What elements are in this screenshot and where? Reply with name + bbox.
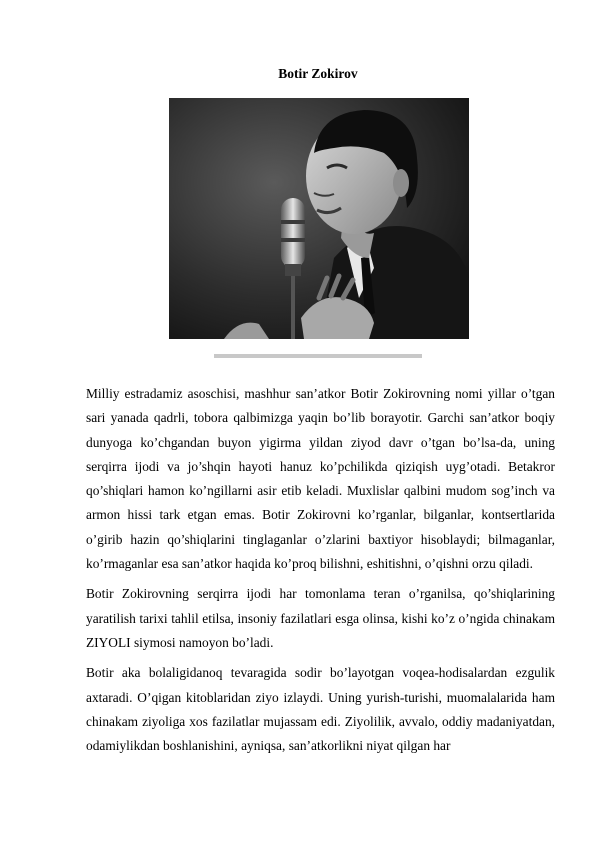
document-title: Botir Zokirov bbox=[278, 66, 358, 81]
paragraph-1: Milliy estradamiz asoschisi, mashhur san’atkor Botir Zokirovning nomi yillar o’tgan sari yanada qadrli, tobora qalbimizga yaqin bo’lib borayotir. Garchi san’atkor boqiy dunyoga ko’chgandan buyon yigirma yildan ziyod davr o’tgan bo’lsa-da, uning serqirra ijodi va jo’shqin hayoti hanuz ko’pchilikda qiziqish uyg’otadi. Betakror qo’shiqlari hamon ko’ngillarni asir etib keladi. Muxlislar qalbini mudom sog’inch va armon hissi tark etgan emas. Botir Zokirovni ko’rganlar, bilganlar, kontsertlarida o’girib hazin qo’shiqlarini tinglaganlar o’zlarini baxtiyor hisoblaydi; bilmaganlar, ko’rmaganlar esa san’atkor haqida ko’proq bilishni, eshitishni, o’qishni orzu qiladi. bbox=[86, 386, 555, 572]
image-caption-divider bbox=[214, 354, 422, 358]
document-body bbox=[86, 382, 555, 764]
portrait-photo bbox=[169, 98, 469, 339]
paragraph-3: Botir aka bolaligidanoq tevaragida sodir bo’layotgan voqea-hodisalardan ezgulik axtaradi. O’qigan kitoblaridan ziyo izlaydi. Uning yurish-turishi, muomalalarida ham chinakam ziyoliga xos fazilatlar mujassam edi. Ziyolilik, avvalo, oddiy madaniyatdan, odamiylikdan boshlanishini, ayniqsa, san’atkorlikni niyat qilgan har bbox=[86, 665, 555, 754]
paragraph-2: Botir Zokirovning serqirra ijodi har tomonlama teran o’rganilsa, qo’shiqlarining yaratilish tarixi tahlil etilsa, insoniy fazilatlari esga olinsa, kishi ko’z o’ngida chinakam ZIYOLI siymosi namoyon bo’ladi. bbox=[86, 586, 555, 650]
